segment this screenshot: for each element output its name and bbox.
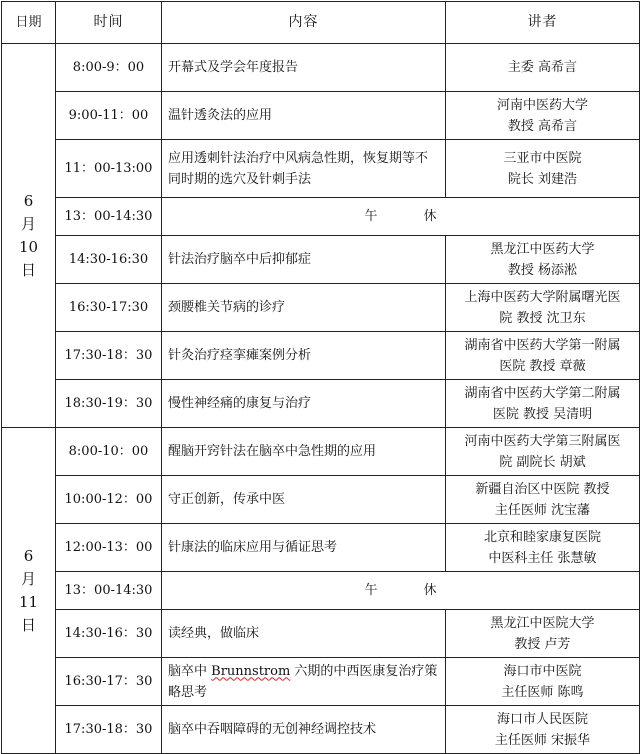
session-time: 10:00-12：00 [56, 476, 162, 524]
session-row [2, 658, 640, 706]
session-speaker [446, 610, 640, 658]
break-char: 休 [423, 583, 437, 598]
session-speaker [446, 428, 640, 476]
speaker-line: 黑龙江中医院大学 [490, 615, 595, 631]
date-month-char: 月 [20, 214, 36, 233]
session-topic [162, 658, 446, 706]
session-time: 17:30-18：30 [56, 706, 162, 754]
speaker-line: 院长 刘建浩 [507, 171, 578, 187]
session-topic: 守正创新，传承中医 [162, 476, 446, 524]
session-time: 13：00-14:30 [56, 198, 162, 236]
session-speaker [446, 332, 640, 380]
header-content: 内容 [162, 2, 446, 44]
session-row [2, 610, 640, 658]
break-row [2, 572, 640, 610]
speaker-line: 教授 卢芳 [514, 636, 571, 652]
session-time: 17:30-18：30 [56, 332, 162, 380]
speaker-line: 教授 高希言 [507, 118, 578, 134]
session-row [2, 332, 640, 380]
speaker-line: 河南中医药大学第三附属医 [464, 433, 621, 449]
speaker-line: 湖南省中医药大学第一附属 [464, 337, 621, 353]
session-speaker [446, 706, 640, 754]
session-row [2, 236, 640, 284]
session-speaker [446, 44, 640, 92]
session-speaker [446, 524, 640, 572]
date-month-char: 月 [20, 569, 36, 588]
speaker-line: 主任医师 陈鸣 [501, 684, 584, 700]
session-time: 18:30-19：30 [56, 380, 162, 428]
session-speaker [446, 92, 640, 140]
speaker-line: 医院 教授 章薇 [499, 358, 586, 374]
date-day-num: 10 [18, 237, 39, 256]
break-char: 午 [364, 209, 378, 224]
session-time: 16:30-17：30 [56, 658, 162, 706]
speaker-line: 院 副院长 胡斌 [499, 454, 586, 470]
session-time: 8:00-9：00 [56, 44, 162, 92]
spellcheck-underlined-word: Brunnstrom [211, 663, 291, 679]
session-time: 8:00-10：00 [56, 428, 162, 476]
header-date: 日期 [2, 2, 56, 44]
lunch-break-label [162, 572, 640, 610]
date-day-num: 11 [18, 592, 39, 611]
session-speaker [446, 284, 640, 332]
session-speaker [446, 236, 640, 284]
schedule-table [1, 1, 640, 754]
session-topic: 颈腰椎关节病的诊疗 [162, 284, 446, 332]
session-time: 12:00-13：00 [56, 524, 162, 572]
session-topic: 针康法的临床应用与循证思考 [162, 524, 446, 572]
speaker-line: 医院 教授 吴清明 [492, 406, 593, 422]
session-topic: 针法治疗脑卒中后抑郁症 [162, 236, 446, 284]
session-topic: 应用透刺针法治疗中风病急性期，恢复期等不同时期的选穴及针刺手法 [162, 140, 446, 198]
session-time: 14:30-16:30 [56, 236, 162, 284]
speaker-line: 湖南省中医药大学第二附属 [464, 385, 621, 401]
session-row [2, 476, 640, 524]
session-row [2, 428, 640, 476]
session-topic: 脑卒中吞咽障碍的无创神经调控技术 [162, 706, 446, 754]
session-topic: 慢性神经痛的康复与治疗 [162, 380, 446, 428]
lunch-break-label [162, 198, 640, 236]
session-row [2, 706, 640, 754]
speaker-line: 海口市人民医院 [496, 711, 588, 727]
date-month-num: 6 [23, 191, 34, 210]
header-speaker: 讲者 [446, 2, 640, 44]
session-topic: 开幕式及学会年度报告 [162, 44, 446, 92]
session-time: 16:30-17:30 [56, 284, 162, 332]
speaker-line: 主任医师 宋振华 [494, 732, 591, 748]
speaker-line: 中医科主任 张慧敏 [488, 550, 597, 566]
day-date-cell [2, 428, 56, 754]
session-topic: 温针透灸法的应用 [162, 92, 446, 140]
speaker-line: 海口市中医院 [503, 663, 582, 679]
session-speaker [446, 476, 640, 524]
topic-text: 脑卒中 [168, 663, 212, 679]
speaker-line: 教授 杨添淞 [507, 262, 578, 278]
date-month-num: 6 [23, 546, 34, 565]
session-row [2, 524, 640, 572]
session-time: 9:00-11：00 [56, 92, 162, 140]
speaker-line: 黑龙江中医药大学 [490, 241, 595, 257]
speaker-line: 北京和睦家康复医院 [483, 529, 601, 545]
session-topic: 针灸治疗痉挛瘫案例分析 [162, 332, 446, 380]
session-row [2, 44, 640, 92]
session-row [2, 284, 640, 332]
speaker-line: 主任医师 沈宝藩 [494, 502, 591, 518]
speaker-line: 新疆自治区中医院 教授 [475, 481, 610, 497]
session-row [2, 92, 640, 140]
session-speaker [446, 140, 640, 198]
session-topic: 读经典，做临床 [162, 610, 446, 658]
session-time: 13：00-14:30 [56, 572, 162, 610]
date-day-char: 日 [20, 615, 36, 634]
session-topic: 醒脑开窍针法在脑卒中急性期的应用 [162, 428, 446, 476]
session-row [2, 380, 640, 428]
session-time: 14:30-16：30 [56, 610, 162, 658]
break-char: 午 [364, 583, 378, 598]
header-row [2, 2, 640, 44]
session-row [2, 140, 640, 198]
break-char: 休 [423, 209, 437, 224]
speaker-line: 主委 高希言 [507, 60, 578, 75]
day-date-cell [2, 44, 56, 428]
speaker-line: 三亚市中医院 [503, 150, 582, 166]
session-speaker [446, 380, 640, 428]
speaker-line: 河南中医药大学 [496, 97, 588, 113]
session-speaker [446, 658, 640, 706]
date-day-char: 日 [20, 260, 36, 279]
speaker-line: 院 教授 沈卫东 [499, 310, 586, 326]
speaker-line: 上海中医药大学附属曙光医 [464, 289, 621, 305]
header-time: 时间 [56, 2, 162, 44]
session-time: 11：00-13:00 [56, 140, 162, 198]
break-row [2, 198, 640, 236]
topic-text: 六期的中西医康复治疗策略思考 [168, 663, 438, 700]
